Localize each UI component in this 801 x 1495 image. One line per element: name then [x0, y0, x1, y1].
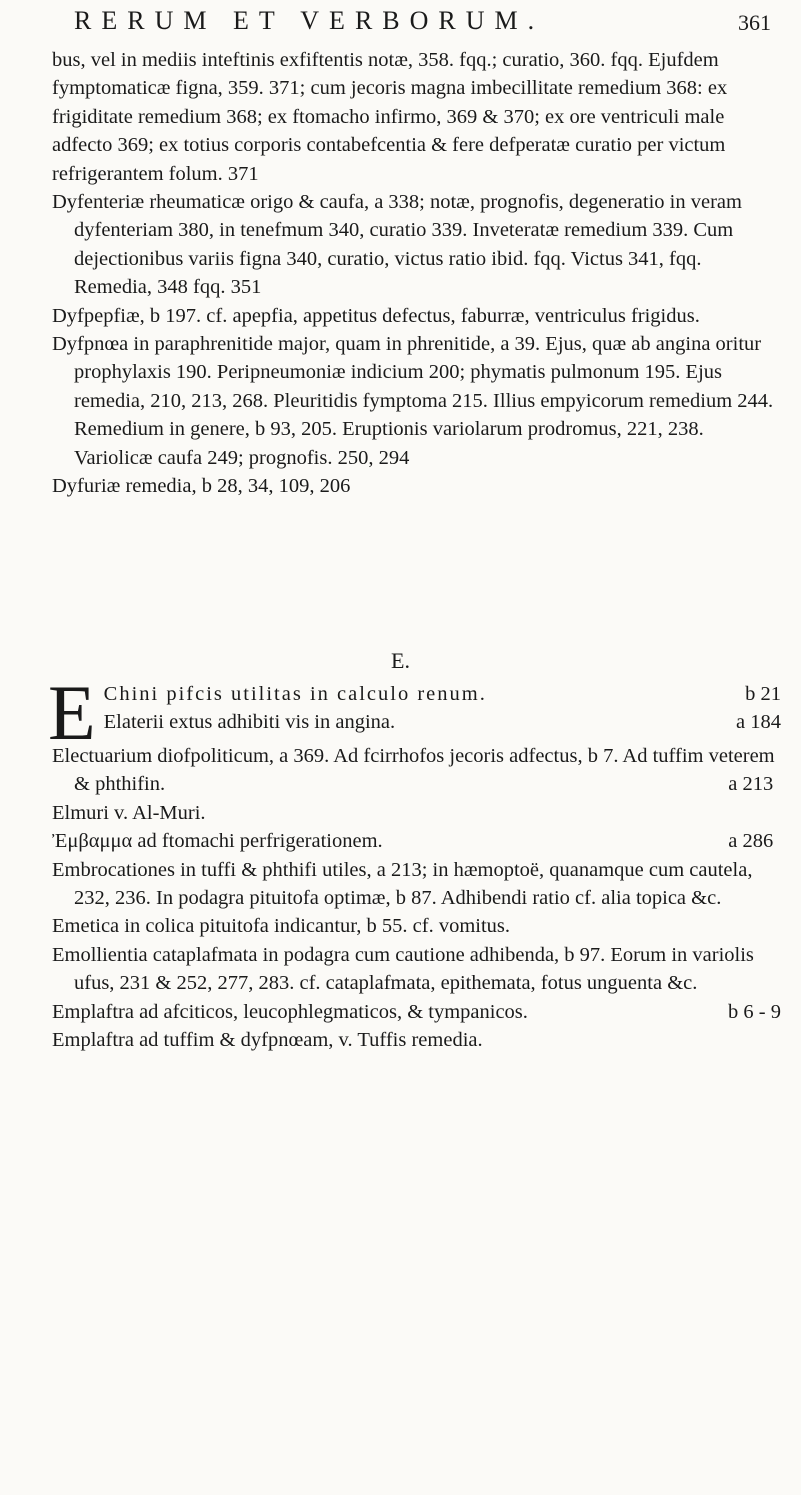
entry-text: Chini pifcis utilitas in calculo renum. [103, 683, 487, 705]
index-entry: Dyfpepfiæ, b 197. cf. apepfia, appetitus defectus, faburræ, ventriculus frigidus. [52, 304, 700, 327]
drop-cap: E [48, 669, 96, 756]
entry-text: Emplaftra ad afciticos, leucophlegmaticos, & tympanicos. [52, 1000, 528, 1023]
section-heading: E. [391, 648, 410, 673]
entry-text: Elmuri v. Al-Muri. [52, 801, 206, 824]
entry-text: Elaterii extus adhibiti vis in angina. [103, 711, 396, 734]
index-entry [52, 708, 781, 736]
index-entry [52, 680, 781, 708]
index-entry: bus, vel in mediis inteftinis exfiftentis notæ, 358. fqq.; curatio, 360. fqq. Ejufdem fymptomaticæ figna, 359. 371; cum jecoris magna imbecillitate remedium 368: ex frigiditate remedium 368; ex ftomacho infirmo, 369 & 370; ex ore ventriculi male adfecto 369; ex totius corporis contabefcentia & fere defperatæ curatio per victum refrigerantem folum. 371 [52, 49, 728, 185]
entry-ref: a 184 [736, 711, 781, 734]
entry-text: Embrocationes in tuffi & phthifi utiles, a 213; in hæmoptoë, quanamque cum cautela, 232, 236. In podagra pituitofa optimæ, b 87. Adhibendi ratio cf. alia topica &c. [52, 858, 753, 910]
index-entry [52, 998, 781, 1026]
index-entry: Dyfuriæ remedia, b 28, 34, 109, 206 [52, 475, 351, 498]
continued-entries [52, 46, 781, 501]
index-entry [52, 742, 781, 799]
page-number: 361 [738, 10, 771, 35]
entry-ref: a 213 [728, 773, 774, 796]
entry-text: Emplaftra ad tuffim & dyfpnœam, v. Tuffis remedia. [52, 1029, 483, 1052]
entry-text: Emetica in colica pituitofa indicantur, b 55. cf. vomitus. [52, 915, 511, 938]
index-entry [52, 912, 781, 940]
index-entry: Dyfenteriæ rheumaticæ origo & caufa, a 338; notæ, prognofis, degeneratio in veram dyfenteriam 380, in tenefmum 340, curatio 339. Inveteratæ remedium 339. Cum dejectionibus variis figna 340, curatio, victus ratio ibid. fqq. Victus 341, fqq. Remedia, 348 fqq. 351 [52, 191, 742, 299]
index-entry [52, 799, 781, 827]
entry-ref: b 6 - 9 [728, 1000, 781, 1023]
entry-text: Electuarium diofpoliticum, a 369. Ad fcirrhofos jecoris adfectus, b 7. Ad tuffim veterem & phthifin. [52, 745, 775, 796]
entry-text: Ἐμβαμμα ad ftomachi perfrigerationem. [52, 830, 383, 853]
section-e-entries [48, 669, 781, 1054]
index-entry [52, 1026, 781, 1054]
entry-ref: a 286 [728, 830, 774, 853]
running-title: RERUM ET VERBORUM. [74, 6, 545, 35]
index-entry [52, 827, 781, 855]
running-head [74, 6, 771, 40]
entry-ref: b 21 [745, 683, 781, 705]
index-entry [52, 856, 781, 913]
entry-text: Emollientia cataplafmata in podagra cum cautione adhibenda, b 97. Eorum in variolis ufus, 231 & 252, 277, 283. cf. cataplafmata, epithemata, fotus unguenta &c. [52, 943, 754, 995]
index-entry: Dyfpnœa in paraphrenitide major, quam in phrenitide, a 39. Ejus, quæ ab angina oritur prophylaxis 190. Peripneumoniæ indicium 200; phymatis pulmonum 195. Ejus remedia, 210, 213, 268. Pleuritidis fymptoma 215. Illius empyicorum remedium 244. Remedium in genere, b 93, 205. Eruptionis variolarum prodromus, 221, 238. Variolicæ caufa 249; prognofis. 250, 294 [52, 333, 774, 469]
index-entry [52, 941, 781, 998]
